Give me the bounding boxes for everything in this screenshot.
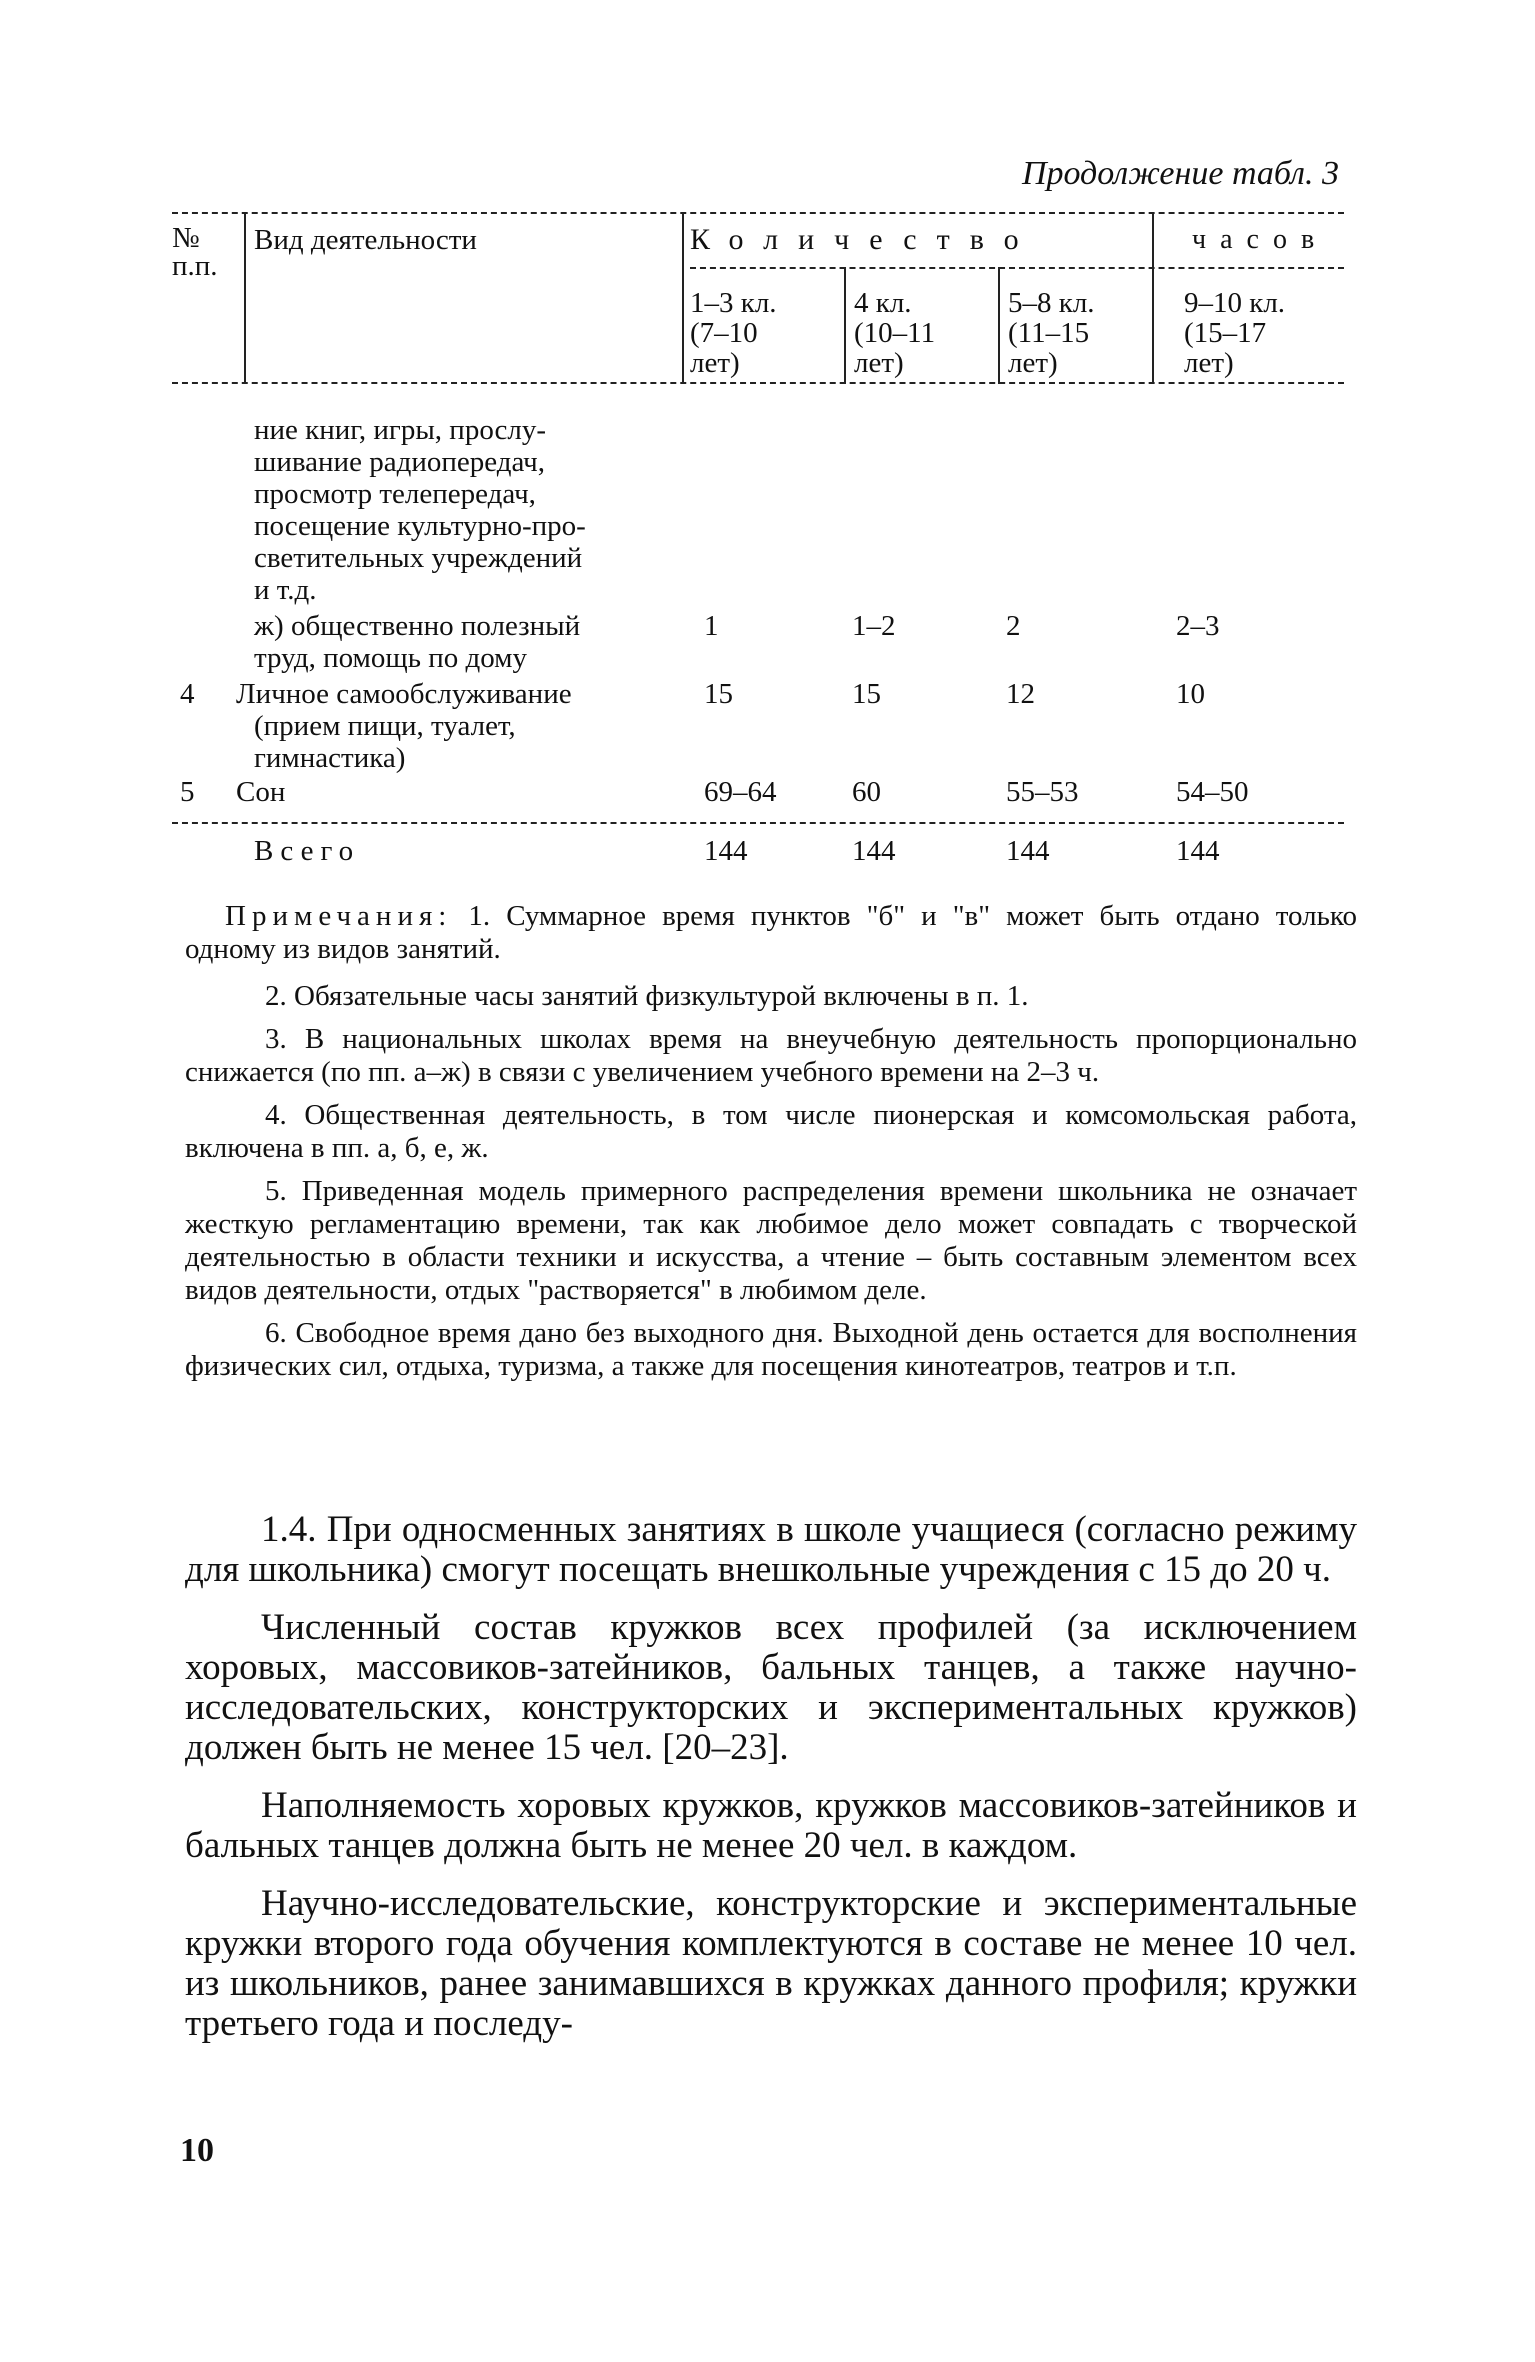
header-age-group: 9–10 кл. (15–17 лет) <box>1184 287 1286 379</box>
header-activity: Вид деятельности <box>254 224 477 256</box>
note-4: 4. Общественная деятельность, в том числе пионерская и комсомольская работа, включена в пп. а, б, е, ж. <box>185 1099 1357 1164</box>
paragraph-1-4: 1.4. При односменных занятиях в школе учащиеся (согласно режиму для школьника) смогут посещать внешкольные учреждения с 15 до 20 ч. <box>185 1509 1357 1590</box>
value-cell: 12 <box>1006 678 1035 710</box>
note-5: 5. Приведенная модель примерного распределения времени школьника не означает жесткую регламентацию времени, так как любимое дело может совпадать с творческой деятельностью в области техники и искусства, а чтение – быть составным элементом всех видов деятельности, отдых "растворяется" в любимом деле. <box>185 1175 1357 1306</box>
total-value: 144 <box>1006 835 1050 867</box>
paragraph: Численный состав кружков всех профилей (за исключением хоровых, массовиков-затейников, бальных танцев, а также научно-исследовательских, конструкторских и экспериментальных кружков) должен быть не менее 15 чел. [20–23]. <box>185 1607 1357 1768</box>
value-cell: 60 <box>852 776 881 808</box>
header-bottom-rule <box>172 382 1344 384</box>
page-number: 10 <box>180 2132 214 2169</box>
header-age-group: 5–8 кл. (11–15 лет) <box>1008 287 1095 379</box>
activity-cell: ж) общественно полезный труд, помощь по дому <box>254 610 581 674</box>
note-2: 2. Обязательные часы занятий физкультурой включены в п. 1. <box>265 980 1029 1012</box>
total-value: 144 <box>852 835 896 867</box>
total-top-rule <box>172 822 1344 824</box>
note-6: 6. Свободное время дано без выходного дня. Выходной день остается для восполнения физических сил, отдыха, туризма, а также для посещения кинотеатров, театров и т.п. <box>185 1317 1357 1382</box>
total-value: 144 <box>704 835 748 867</box>
header-age-group: 4 кл. (10–11 лет) <box>854 287 936 379</box>
table-continuation-caption: Продолжение табл. 3 <box>1021 155 1339 192</box>
header-number-line1: № <box>172 222 200 254</box>
value-cell: 1 <box>704 610 719 642</box>
paragraph: Научно-исследовательские, конструкторские и экспериментальные кружки второго года обучения комплектуются в составе не менее 10 чел. из школьников, ранее занимавшихся в кружках данного профиля; кружки третьего года и последу- <box>185 1883 1357 2044</box>
value-cell: 10 <box>1176 678 1205 710</box>
table-notes <box>185 900 1357 1393</box>
header-age-group: 1–3 кл. (7–10 лет) <box>690 287 777 379</box>
main-text <box>185 1510 1357 2062</box>
header-sub-rule <box>690 267 1344 269</box>
col-divider-no <box>244 212 246 384</box>
header-quantity: Количество <box>690 223 1039 256</box>
value-cell: 54–50 <box>1176 776 1249 808</box>
row-number: 4 <box>180 678 195 710</box>
value-cell: 2 <box>1006 610 1021 642</box>
value-cell: 55–53 <box>1006 776 1079 808</box>
header-number <box>172 224 244 280</box>
activity-cell: Сон <box>236 776 286 808</box>
total-label: Всего <box>254 835 361 867</box>
value-cell: 15 <box>852 678 881 710</box>
value-cell: 2–3 <box>1176 610 1220 642</box>
col-divider-age3 <box>1152 212 1154 384</box>
note-3: 3. В национальных школах время на внеучебную деятельность пропорционально снижается (по пп. а–ж) в связи с увеличением учебного времени на 2–3 ч. <box>185 1023 1357 1088</box>
row-number: 5 <box>180 776 195 808</box>
continued-activity-text: ние книг, игры, прослу- шивание радиопередач, просмотр телепередач, посещение культурно-про- светительных учреждений и т.д. <box>254 414 586 606</box>
value-cell: 69–64 <box>704 776 777 808</box>
total-value: 144 <box>1176 835 1220 867</box>
col-divider-age2 <box>998 267 1000 384</box>
note-1: Примечания: 1. Суммарное время пунктов "б" и "в" может быть отдано только одному из видов занятий. <box>185 900 1357 965</box>
value-cell: 15 <box>704 678 733 710</box>
activity-cell: Личное самообслуживание (прием пищи, туалет, гимнастика) <box>236 678 572 774</box>
value-cell: 1–2 <box>852 610 896 642</box>
col-divider-activity <box>682 212 684 384</box>
paragraph: Наполняемость хоровых кружков, кружков массовиков-затейников и бальных танцев должна быть не менее 20 чел. в каждом. <box>185 1785 1357 1866</box>
table-top-rule <box>172 212 1344 214</box>
header-hours: часов <box>1192 224 1329 255</box>
header-number-line2: п.п. <box>172 250 218 282</box>
notes-heading: Примечания: <box>225 900 453 932</box>
col-divider-age1 <box>844 267 846 384</box>
